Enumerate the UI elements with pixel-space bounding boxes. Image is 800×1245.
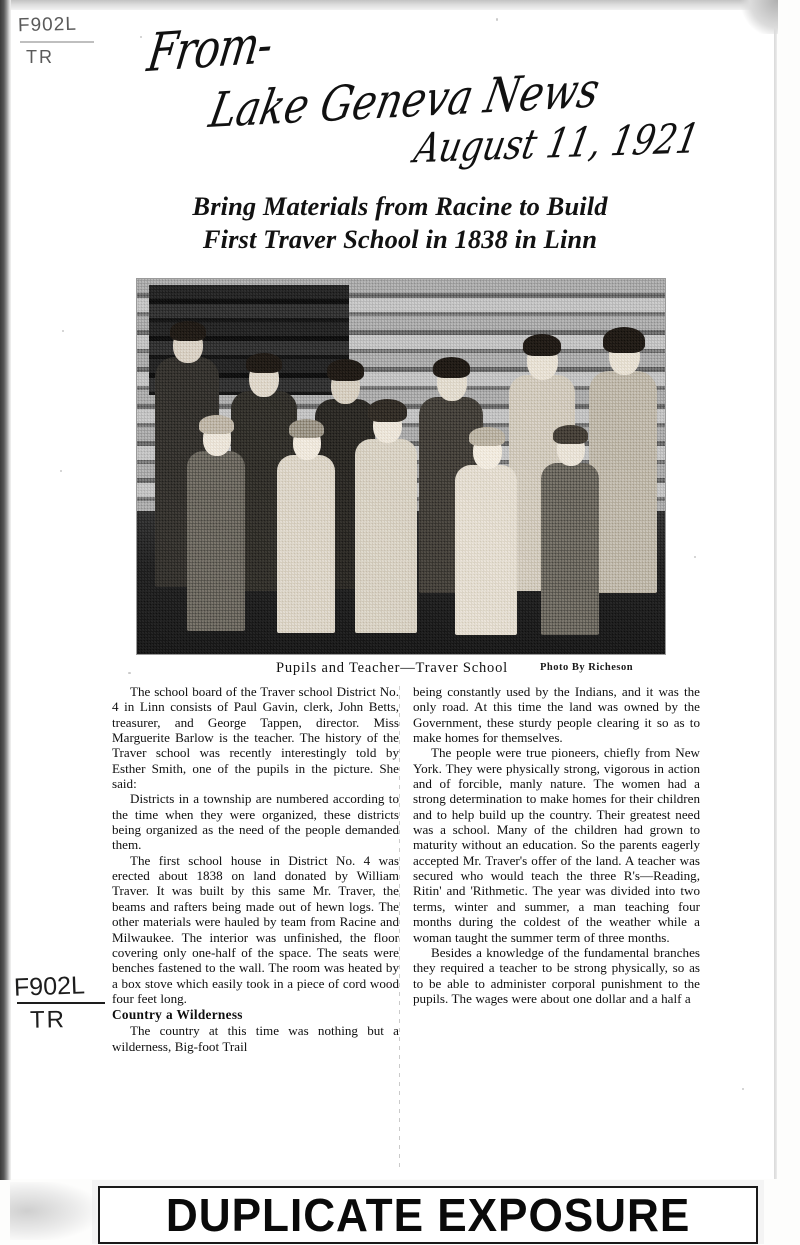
duplicate-exposure-banner [98, 1186, 758, 1244]
dust-speck [496, 18, 498, 21]
dust-speck [140, 36, 142, 38]
article-column-right [413, 684, 700, 1054]
paragraph: being constantly used by the Indians, and it was the only road. At this time the land was owned by the Government, these sturdy people clearing it so as to make homes for themselves. [413, 684, 700, 746]
article-headline [100, 190, 700, 256]
photo-caption: Pupils and Teacher—Traver School [276, 660, 508, 676]
headline-line-1: Bring Materials from Racine to Build [192, 191, 608, 221]
paragraph: The people were true pioneers, chiefly from New York. They were physically strong, vigorous in action and of forcible, manly nature. The women had a strong determination to make homes for their children and to help build up the country. Their greatest need was a school. Many of the children had grown to maturity without an education. So the parents eagerly accepted Mr. Traver's offer of the land. A teacher was secured who would teach the three R's—Reading, Ritin' and 'Rithmetic. The year was divided into two terms, winter and summer, a man teaching four months during the coldest of the weather while a woman taught the summer term of three months. [413, 745, 700, 945]
paragraph: Besides a knowledge of the fundamental branches they required a teacher to be strong physically, so as to be able to administer corporal punishment to the pupils. The wages were about one dollar and a half a [413, 944, 700, 1006]
archive-stamp-margin-code: F902L [13, 971, 86, 1002]
archive-stamp-top-sub: TR [26, 47, 54, 67]
article-photograph [136, 278, 666, 655]
archive-stamp-margin-sub: TR [29, 1006, 67, 1034]
banner-edge-smudge [10, 1182, 96, 1240]
dust-speck [60, 470, 62, 472]
dust-speck [742, 1088, 744, 1090]
dust-speck [128, 672, 131, 674]
scan-corner-artifact [740, 0, 778, 34]
paragraph: The school board of the Traver school District No. 4 in Linn consists of Paul Gavin, clerk, John Betts, treasurer, and George Tappen, director. Miss Marguerite Barlow is the teacher. The history of the Traver school was recently interestingly told by Esther Smith, one of the pupils in the picture. She said: [112, 684, 399, 792]
photo-credit: Photo By Richeson [540, 662, 634, 673]
dust-speck [62, 330, 64, 332]
photo-grain-texture [137, 279, 665, 654]
handwritten-date: August 11, 1921 [410, 114, 704, 174]
archive-stamp-top [18, 14, 114, 68]
scan-edge-left [0, 0, 11, 1180]
photograph-canvas [137, 279, 665, 654]
photo-caption-row [136, 660, 696, 678]
article-column-left [112, 684, 399, 1054]
handwritten-from-label: From- [143, 13, 276, 84]
paragraph: The country at this time was nothing but a wilderness, Big-foot Trail [112, 1023, 399, 1054]
archive-stamp-top-rule [20, 41, 94, 43]
dust-speck [694, 556, 696, 558]
archive-stamp-margin-rule [17, 1002, 105, 1004]
scan-edge-top [8, 0, 776, 10]
handwritten-source-name: Lake Geneva News [204, 62, 604, 140]
scan-edge-right [774, 4, 777, 1179]
paragraph: Districts in a township are numbered according to the time when they were organized, these districts being organized as the need of the people demanded them. [112, 791, 399, 853]
paragraph: The first school house in District No. 4 was erected about 1838 on land donated by William Traver. It was built by this same Mr. Traver, the beams and rafters being made out of hewn logs. The other materials were hauled by team from Racine and Milwaukee. The interior was unfinished, the floor covering only one-half of the space. The seats were benches fastened to the wall. The room was heated by a box stove which easily took in a piece of cord wood four feet long. [112, 852, 399, 1006]
headline-line-2: First Traver School in 1838 in Linn [202, 224, 598, 254]
article-body [112, 684, 700, 1054]
section-subhead: Country a Wilderness [112, 1007, 243, 1023]
archive-stamp-top-code: F902L [17, 13, 78, 37]
duplicate-exposure-label: DUPLICATE EXPOSURE [165, 1189, 691, 1241]
archive-stamp-margin [14, 972, 118, 1034]
